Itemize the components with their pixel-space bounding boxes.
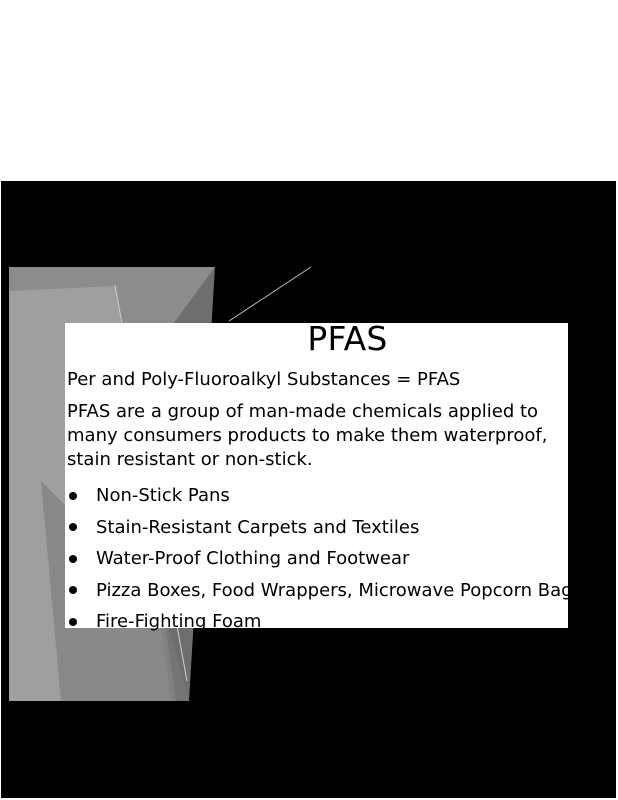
bullet-item — [67, 480, 582, 512]
bullet-text: Non-Stick Pans — [96, 485, 230, 507]
content-box — [65, 319, 582, 633]
decor-line-diagonal — [229, 267, 311, 321]
slide — [1, 181, 616, 798]
bullet-item — [67, 512, 582, 544]
bullet-dot-icon — [69, 523, 77, 531]
bullet-item — [67, 575, 582, 607]
bullet-text: Water-Proof Clothing and Footwear — [96, 548, 410, 570]
bullet-text: Stain-Resistant Carpets and Textiles — [96, 516, 420, 538]
bullet-dot-icon — [69, 555, 77, 563]
bullet-item — [67, 606, 582, 638]
bullet-dot-icon — [69, 492, 77, 500]
bullet-list — [67, 480, 582, 638]
bullet-dot-icon — [69, 586, 77, 594]
slide-description: PFAS are a group of man-made chemicals applied to many consumers products to make them waterproof, stain resistant or non-stick. — [67, 401, 548, 470]
bullet-dot-icon — [69, 618, 77, 626]
bullet-item — [67, 543, 582, 575]
slide-subtitle: Per and Poly-Fluoroalkyl Substances = PFAS — [67, 369, 461, 390]
slide-title: PFAS — [307, 319, 388, 358]
bullet-text: Fire-Fighting Foam — [96, 611, 262, 633]
bullet-text: Pizza Boxes, Food Wrappers, Microwave Popcorn Bags — [96, 579, 582, 601]
